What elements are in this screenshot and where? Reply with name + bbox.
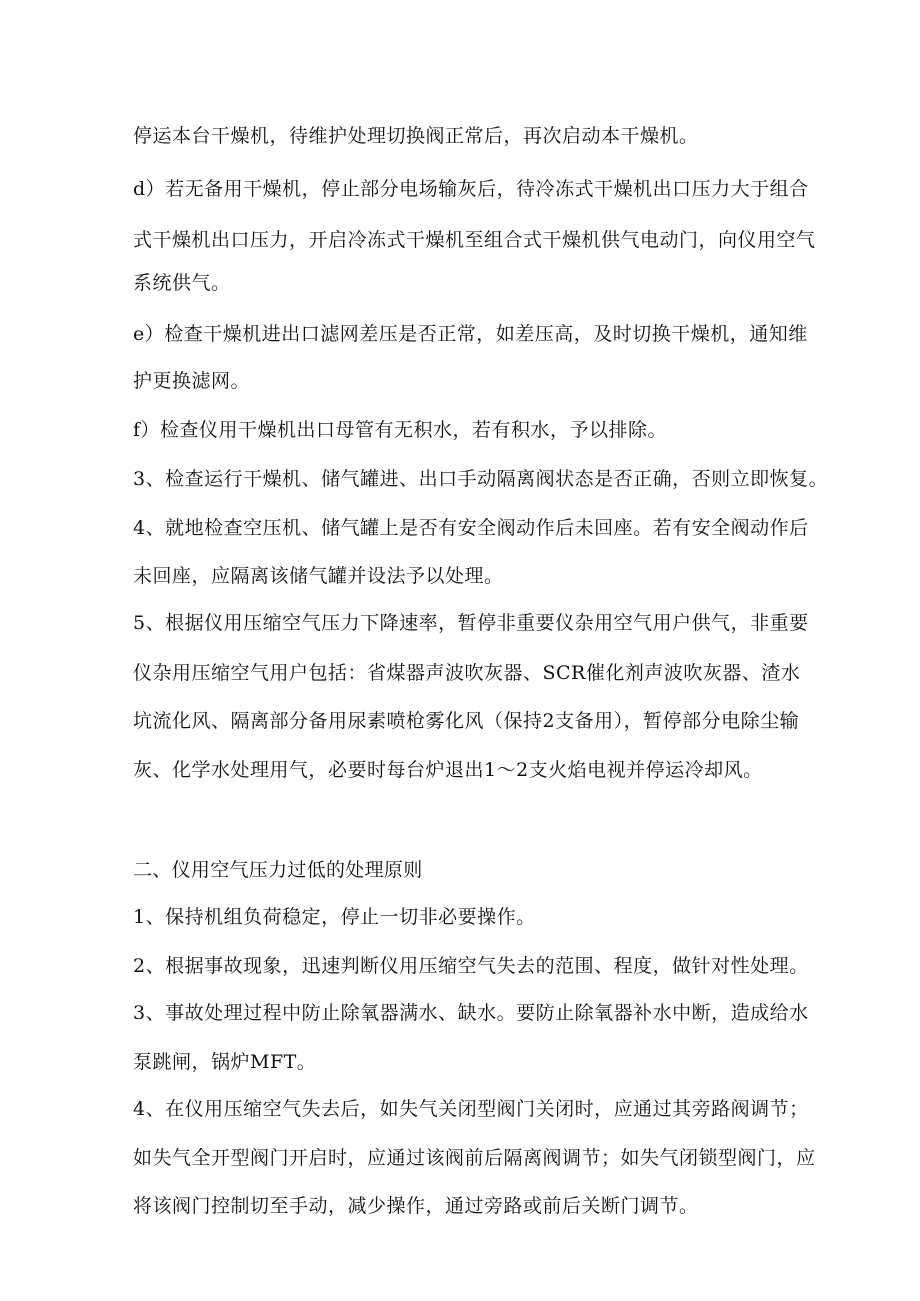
section-heading: 二、仪用空气压力过低的处理原则: [133, 859, 423, 881]
text-line: 护更换滤网。: [133, 370, 251, 392]
text-line: 灰、化学水处理用气，必要时每台炉退出1～2支火焰电视并停运冷却风。: [133, 759, 763, 781]
text-line: 如失气全开型阀门开启时，应通过该阀前后隔离阀调节；如失气闭锁型阀门，应: [133, 1147, 816, 1169]
text-line: 3、事故处理过程中防止除氧器满水、缺水。要防止除氧器补水中断，造成给水: [133, 1002, 809, 1024]
text-line: 4、在仪用压缩空气失去后，如失气关闭型阀门关闭时，应通过其旁路阀调节；: [133, 1098, 809, 1120]
text-line: 坑流化风、隔离部分备用尿素喷枪雾化风（保持2支备用），暂停部分电除尘输: [133, 710, 800, 732]
text-line: 式干燥机出口压力，开启冷冻式干燥机至组合式干燥机供气电动门，向仪用空气: [133, 229, 816, 251]
text-line: 停运本台干燥机，待维护处理切换阀正常后，再次启动本干燥机。: [133, 125, 699, 147]
text-line: 将该阀门控制切至手动，减少操作，通过旁路或前后关断门调节。: [133, 1195, 699, 1217]
text-line: e）检查干燥机进出口滤网差压是否正常，如差压高，及时切换干燥机，通知维: [133, 323, 808, 345]
text-line: 4、就地检查空压机、储气罐上是否有安全阀动作后未回座。若有安全阀动作后: [133, 517, 809, 539]
text-line: 5、根据仪用压缩空气压力下降速率，暂停非重要仪杂用空气用户供气，非重要: [133, 612, 809, 634]
text-line: 系统供气。: [133, 272, 231, 294]
text-line: 仪杂用压缩空气用户包括：省煤器声波吹灰器、SCR催化剂声波吹灰器、渣水: [133, 662, 801, 684]
text-line: 3、检查运行干燥机、储气罐进、出口手动隔离阀状态是否正确，否则立即恢复。: [133, 468, 829, 490]
text-line: 泵跳闸，锅炉MFT。: [133, 1051, 317, 1073]
text-line: d）若无备用干燥机，停止部分电场输灰后，待冷冻式干燥机出口压力大于组合: [133, 178, 809, 200]
text-line: f）检查仪用干燥机出口母管有无积水，若有积水，予以排除。: [133, 419, 668, 441]
text-line: 未回座，应隔离该储气罐并设法予以处理。: [133, 565, 504, 587]
text-line: 1、保持机组负荷稳定，停止一切非必要操作。: [133, 906, 536, 928]
text-line: 2、根据事故现象，迅速判断仪用压缩空气失去的范围、程度，做针对性处理。: [133, 955, 809, 977]
